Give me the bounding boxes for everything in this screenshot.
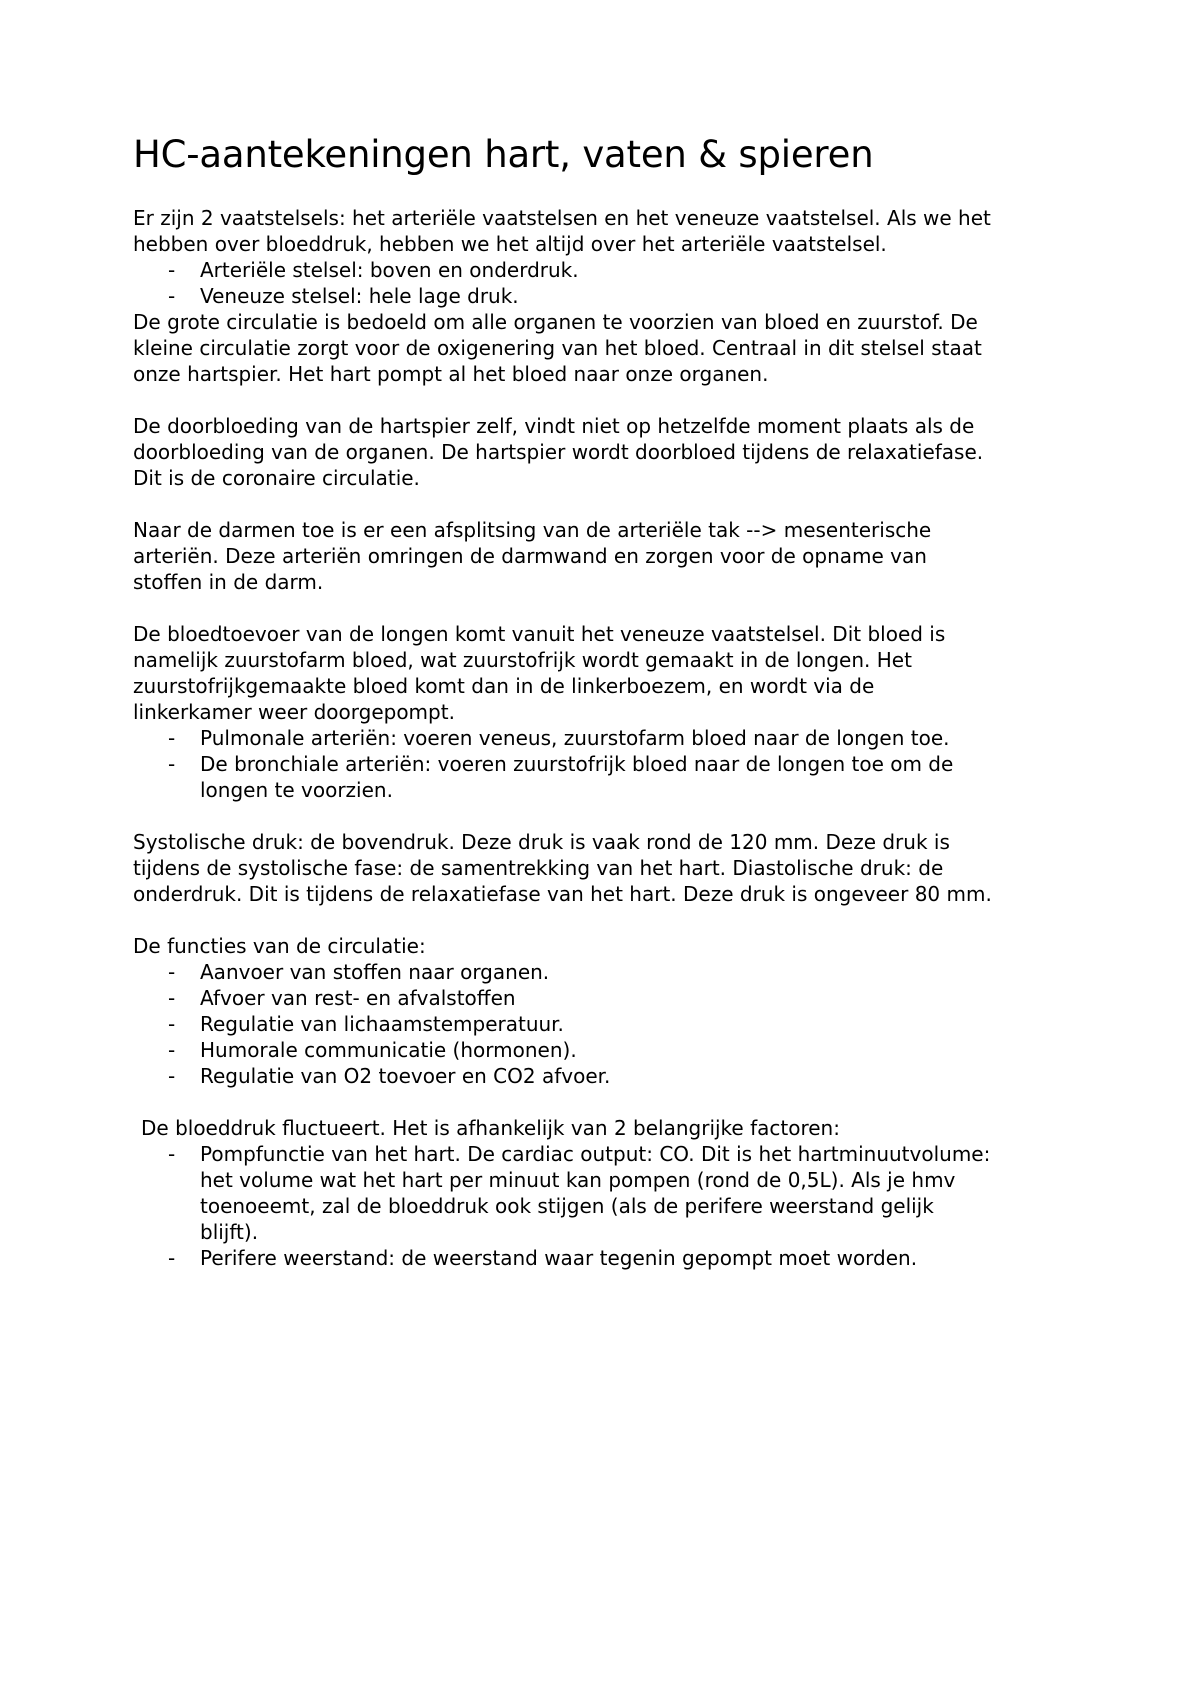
dash-bullet: -	[168, 986, 176, 1010]
document-title: HC-aantekeningen hart, vaten & spieren	[133, 133, 874, 176]
spacer	[133, 907, 993, 933]
paragraph-coronaire-circulatie: De doorbloeding van de hartspier zelf, vindt niet op hetzelfde moment plaats als de doorbloeding van de organen. De hartspier wordt doorbloed tijdens de relaxatiefase. Dit is de coronaire circulatie.	[133, 414, 984, 490]
heading-bloeddruk: De bloeddruk fluctueert. Het is afhankelijk van 2 belangrijke factoren:	[141, 1116, 840, 1140]
spacer	[133, 491, 993, 517]
list-item: - Aanvoer van stoffen naar organen.	[168, 960, 550, 984]
spacer	[133, 803, 993, 829]
list-item: - Pompfunctie van het hart. De cardiac output: CO. Dit is het hartminuutvolume: het volume wat het hart per minuut kan pompen (rond de 0,5L). Als je hmv toenoeemt, zal de bloeddruk ook stijgen (als de perifere weerstand gelijk blijft).	[168, 1142, 991, 1244]
paragraph-darmen: Naar de darmen toe is er een afsplitsing van de arteriële tak --> mesenterische arteriën. Deze arteriën omringen de darmwand en zorgen voor de opname van stoffen in de darm.	[133, 518, 932, 594]
list-item: - Veneuze stelsel: hele lage druk.	[168, 284, 519, 308]
document-page	[133, 130, 993, 1271]
heading-functies: De functies van de circulatie:	[133, 934, 426, 958]
dash-bullet: -	[168, 1038, 176, 1062]
list-item: - Regulatie van lichaamstemperatuur.	[168, 1012, 564, 1036]
dash-bullet: -	[168, 1064, 176, 1088]
list-item: - Arteriële stelsel: boven en onderdruk.	[168, 258, 579, 282]
list-item: - Afvoer van rest- en afvalstoffen	[168, 986, 516, 1010]
spacer	[133, 595, 993, 621]
list-factoren	[133, 1141, 993, 1271]
list-stelsels	[133, 257, 993, 309]
dash-bullet: -	[168, 258, 176, 282]
spacer	[133, 387, 993, 413]
dash-bullet: -	[168, 1012, 176, 1036]
dash-bullet: -	[168, 960, 176, 984]
dash-bullet: -	[168, 1142, 176, 1166]
list-arterien	[133, 725, 993, 803]
list-item: - Regulatie van O2 toevoer en CO2 afvoer.	[168, 1064, 611, 1088]
list-item: - Pulmonale arteriën: voeren veneus, zuurstofarm bloed naar de longen toe.	[168, 726, 950, 750]
paragraph-circulatie: De grote circulatie is bedoeld om alle organen te voorzien van bloed en zuurstof. De kleine circulatie zorgt voor de oxigenering van het bloed. Centraal in dit stelsel staat onze hartspier. Het hart pompt al het bloed naar onze organen.	[133, 310, 982, 386]
dash-bullet: -	[168, 752, 176, 776]
dash-bullet: -	[168, 726, 176, 750]
dash-bullet: -	[168, 284, 176, 308]
list-item: - Humorale communicatie (hormonen).	[168, 1038, 577, 1062]
paragraph-vaatstelsels: Er zijn 2 vaatstelsels: het arteriële vaatstelsen en het veneuze vaatstelsel. Als we het hebben over bloeddruk, hebben we het altijd over het arteriële vaatstelsel.	[133, 206, 991, 256]
spacer	[133, 1089, 993, 1115]
list-item: - De bronchiale arteriën: voeren zuurstofrijk bloed naar de longen toe om de longen te voorzien.	[168, 752, 954, 802]
dash-bullet: -	[168, 1246, 176, 1270]
list-functies	[133, 959, 993, 1089]
list-item: - Perifere weerstand: de weerstand waar tegenin gepompt moet worden.	[168, 1246, 918, 1270]
paragraph-druk: Systolische druk: de bovendruk. Deze druk is vaak rond de 120 mm. Deze druk is tijdens de systolische fase: de samentrekking van het hart. Diastolische druk: de onderdruk. Dit is tijdens de relaxatiefase van het hart. Deze druk is ongeveer 80 mm.	[133, 830, 992, 906]
paragraph-longen: De bloedtoevoer van de longen komt vanuit het veneuze vaatstelsel. Dit bloed is namelijk zuurstofarm bloed, wat zuurstofrijk wordt gemaakt in de longen. Het zuurstofrijkgemaakte bloed komt dan in de linkerboezem, en wordt via de linkerkamer weer doorgepompt.	[133, 622, 946, 724]
